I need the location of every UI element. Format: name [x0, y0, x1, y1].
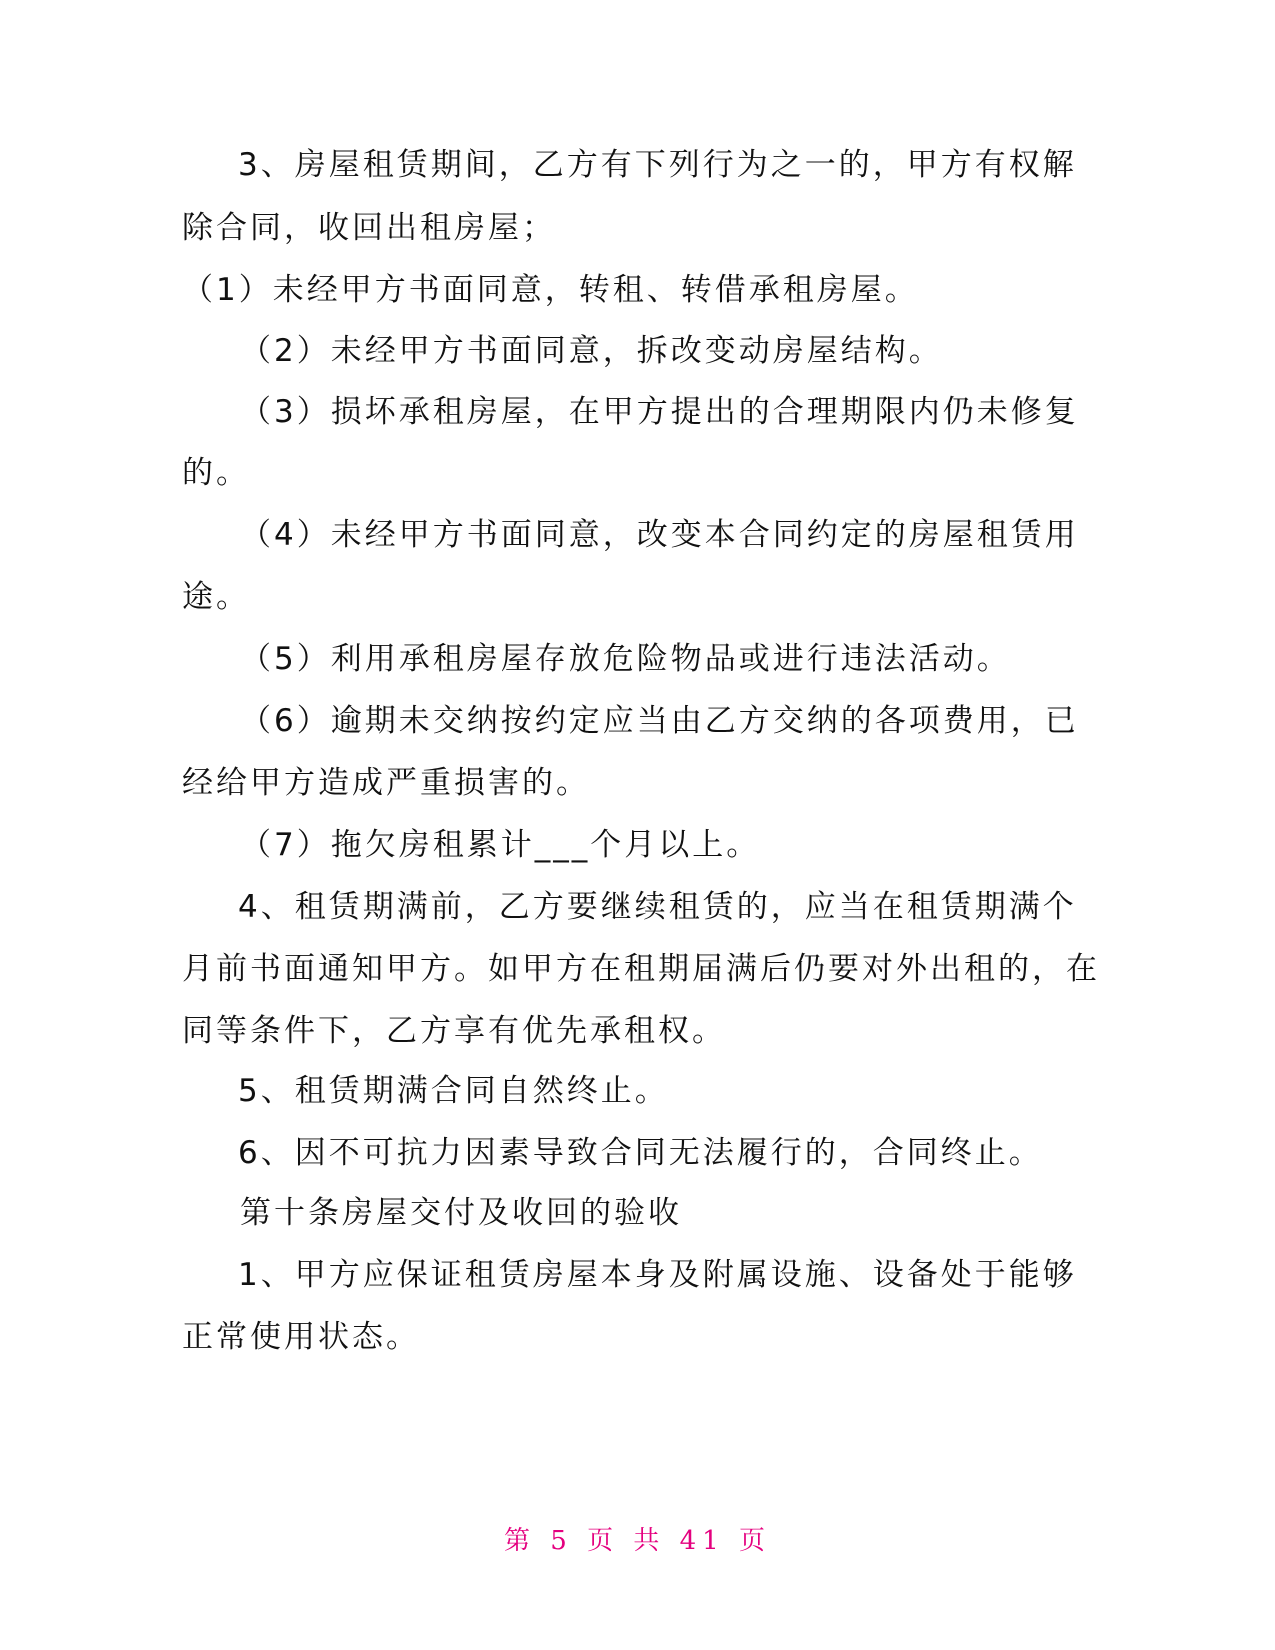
text-line-2: 除合同，收回出租房屋； — [182, 210, 556, 246]
text-line-18: 第十条房屋交付及收回的验收 — [240, 1195, 682, 1231]
text-line-12: （7）拖欠房租累计___个月以上。 — [240, 827, 761, 863]
text-line-13: 4、租赁期满前，乙方要继续租赁的，应当在租赁期满个 — [238, 889, 1077, 925]
text-line-3: （1）未经甲方书面同意，转租、转借承租房屋。 — [182, 272, 919, 308]
text-line-7: （4）未经甲方书面同意，改变本合同约定的房屋租赁用 — [240, 517, 1079, 553]
text-line-16: 5、租赁期满合同自然终止。 — [238, 1073, 669, 1109]
text-line-5: （3）损坏承租房屋，在甲方提出的合理期限内仍未修复 — [240, 394, 1079, 430]
text-line-6: 的。 — [182, 455, 250, 491]
text-line-20: 正常使用状态。 — [182, 1319, 420, 1355]
text-line-4: （2）未经甲方书面同意，拆改变动房屋结构。 — [240, 333, 943, 369]
text-line-11: 经给甲方造成严重损害的。 — [182, 765, 590, 801]
text-line-17: 6、因不可抗力因素导致合同无法履行的，合同终止。 — [238, 1135, 1043, 1171]
text-line-15: 同等条件下，乙方享有优先承租权。 — [182, 1013, 726, 1049]
text-line-8: 途。 — [182, 579, 250, 615]
text-line-1: 3、房屋租赁期间，乙方有下列行为之一的，甲方有权解 — [238, 147, 1077, 183]
text-line-14: 月前书面通知甲方。如甲方在租期届满后仍要对外出租的，在 — [182, 951, 1100, 987]
text-line-10: （6）逾期未交纳按约定应当由乙方交纳的各项费用，已 — [240, 703, 1079, 739]
page-number-footer: 第 5 页 共 41 页 — [504, 1526, 771, 1556]
text-line-9: （5）利用承租房屋存放危险物品或进行违法活动。 — [240, 641, 1011, 677]
text-line-19: 1、甲方应保证租赁房屋本身及附属设施、设备处于能够 — [238, 1257, 1077, 1293]
